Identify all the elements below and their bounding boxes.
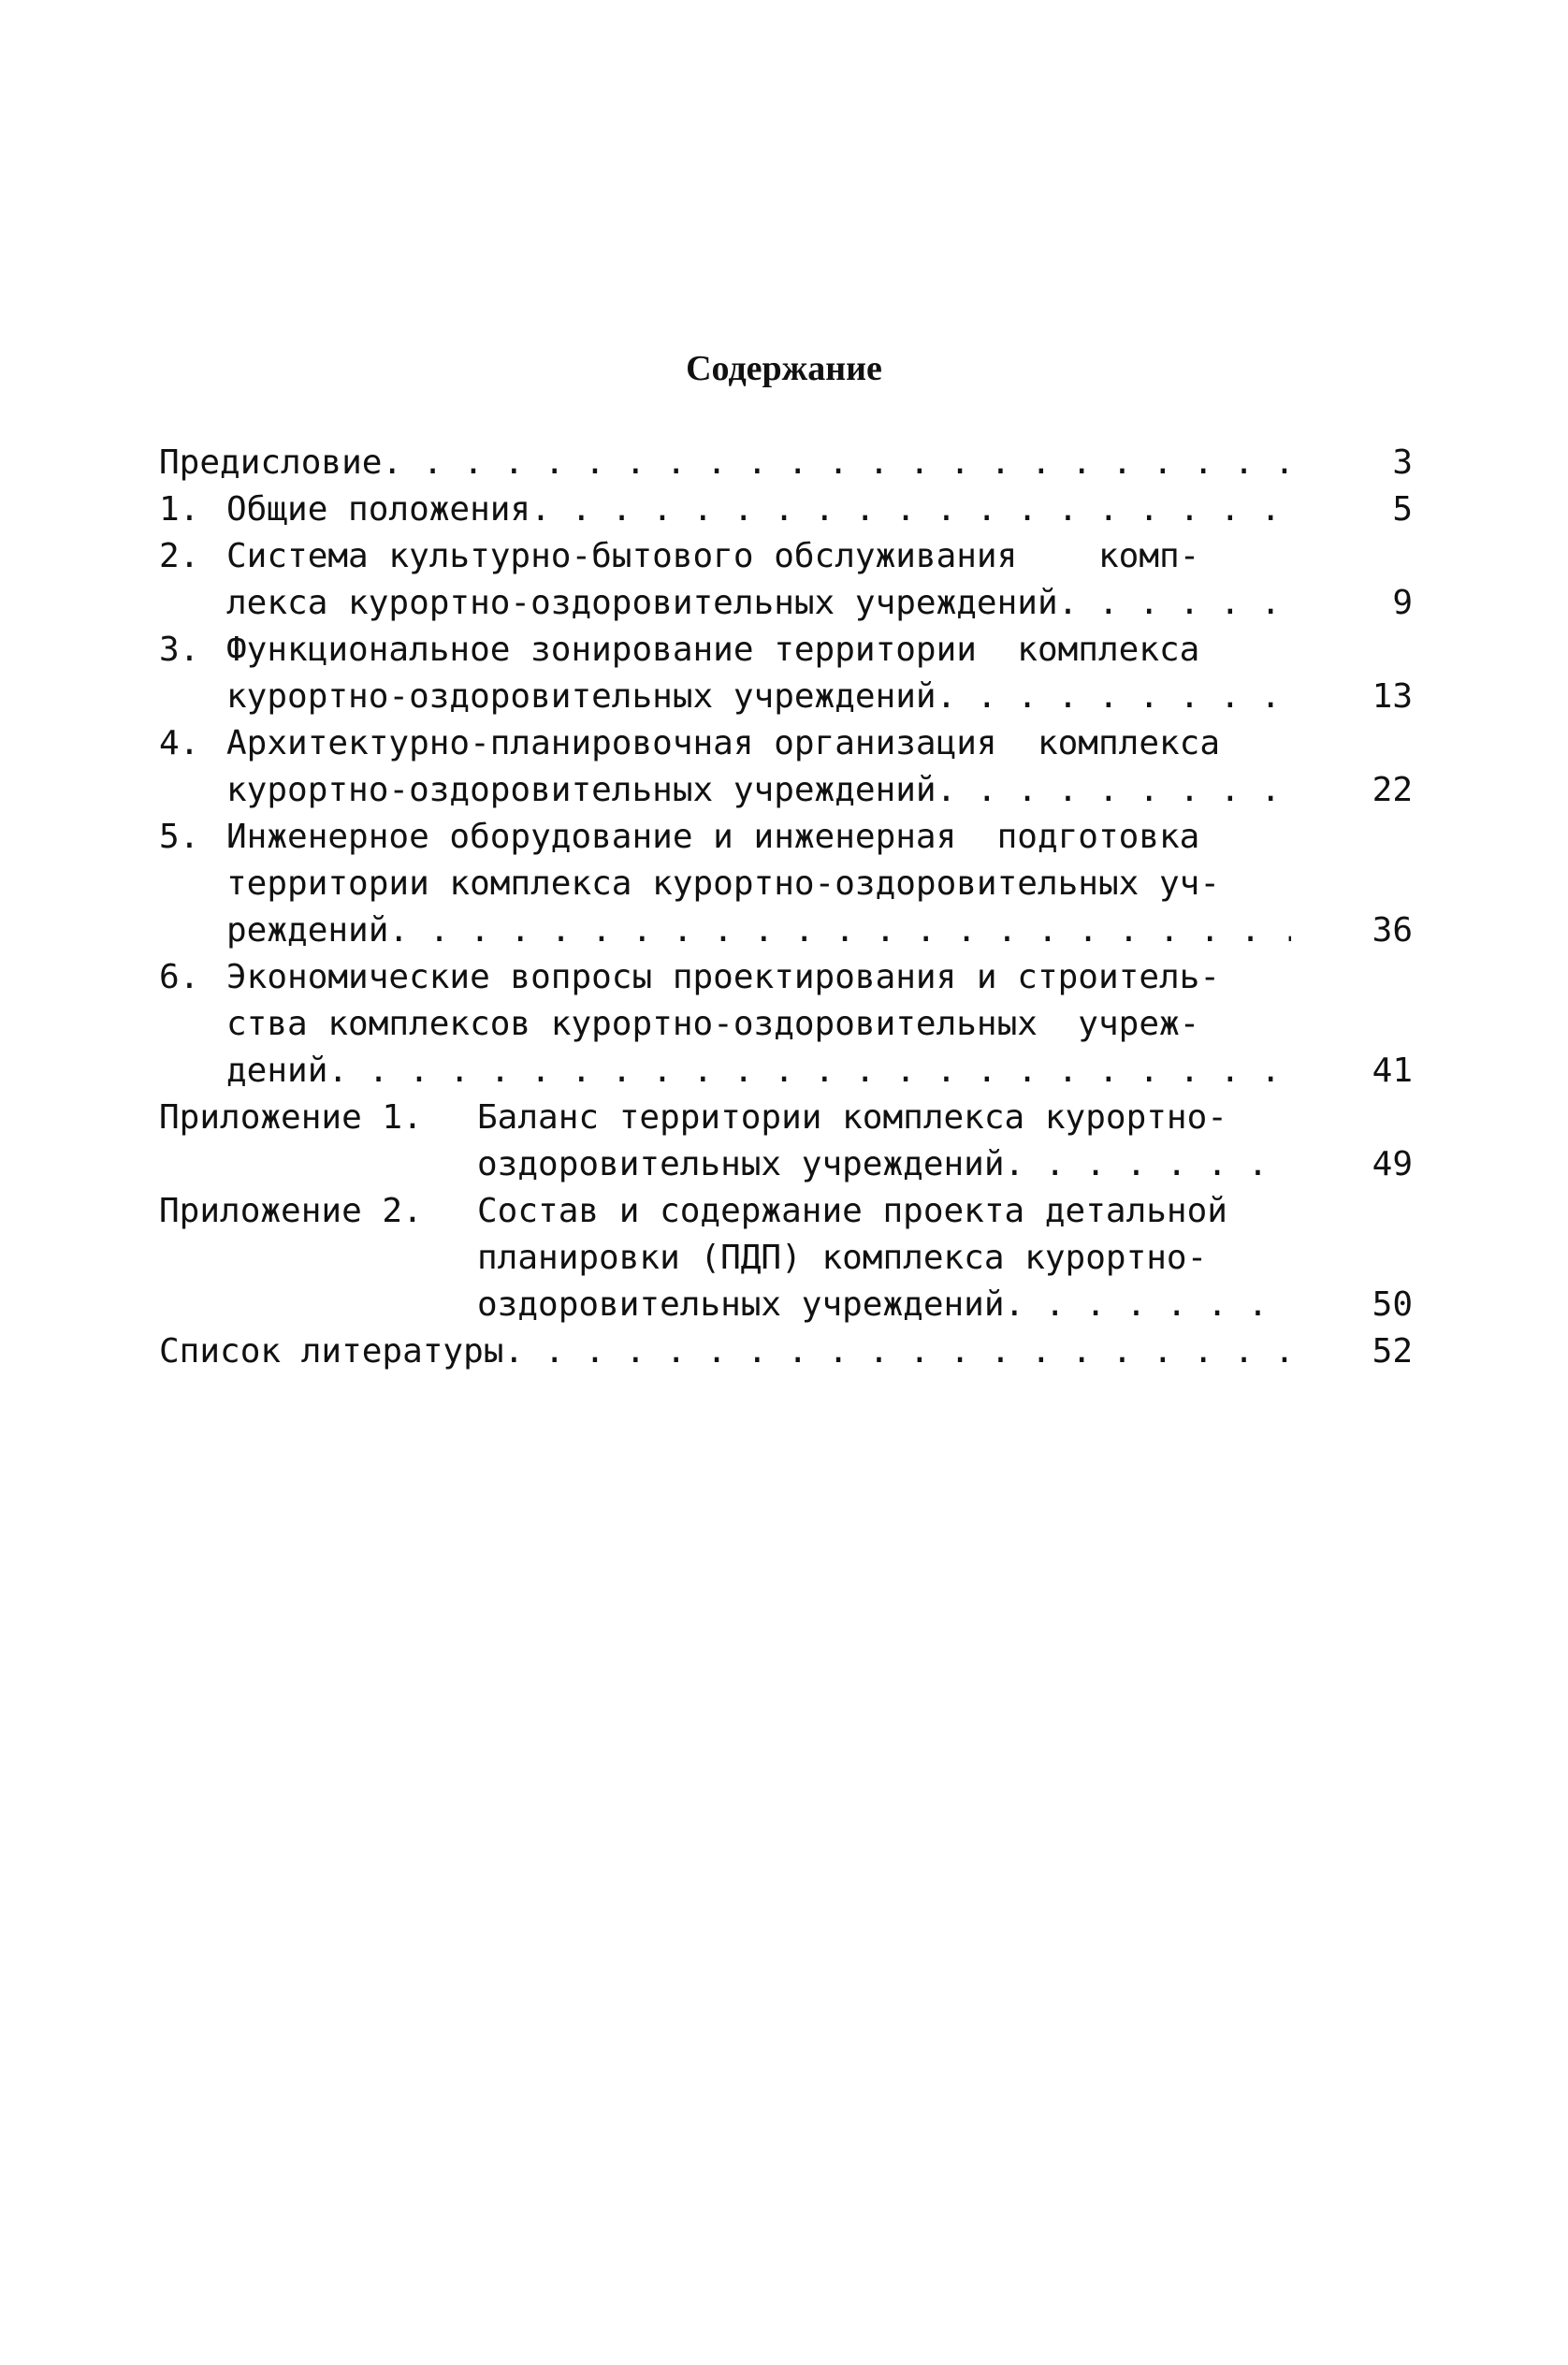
toc-page-number: 5	[1392, 490, 1413, 529]
leader-dots	[382, 440, 1291, 486]
toc-entry-references[interactable]	[159, 1328, 1413, 1375]
toc-entry-text: Баланс территории комплекса курортно-	[477, 1098, 1227, 1137]
toc-entry-text: Состав и содержание проекта детальной	[477, 1192, 1227, 1230]
leader-dots	[503, 1328, 1291, 1375]
leader-dots	[388, 907, 1291, 954]
toc-page-number: 41	[1372, 1052, 1413, 1090]
toc-entry-section-2[interactable]	[159, 533, 1413, 627]
toc-section-number: 4.	[159, 724, 200, 762]
toc-entry-text: дений	[226, 1052, 328, 1090]
toc-entry-text: оздоровительных учреждений	[477, 1285, 1005, 1324]
page-title: Содержание	[686, 349, 882, 388]
toc-page-number: 13	[1372, 677, 1413, 716]
toc-page-number: 52	[1372, 1332, 1413, 1371]
toc-page-number: 3	[1392, 443, 1413, 482]
toc-entry-section-3[interactable]	[159, 627, 1413, 720]
toc-section-number: 6.	[159, 958, 200, 996]
toc-page-number: 9	[1392, 584, 1413, 622]
toc-page-number: 50	[1372, 1285, 1413, 1324]
toc-appendix-label: Приложение 2.	[159, 1192, 423, 1230]
leader-dots	[936, 767, 1291, 814]
toc-section-number: 2.	[159, 537, 200, 575]
toc-entry-text: оздоровительных учреждений	[477, 1145, 1005, 1183]
toc-entry-text: планировки (ПДП) комплекса курортно-	[477, 1239, 1208, 1277]
toc-entry-text: курортно-оздоровительных учреждений	[226, 771, 936, 809]
toc-entry-text: Система культурно-бытового обслуживания комп-	[226, 537, 1200, 575]
toc-entry-text: Общие положения	[226, 490, 531, 529]
toc-section-number: 1.	[159, 490, 200, 529]
toc-page-number: 22	[1372, 771, 1413, 809]
toc-entry-text: территории комплекса курортно-оздоровительных уч-	[226, 864, 1221, 903]
toc-entry-text: Архитектурно-планировочная организация комплекса	[226, 724, 1221, 762]
toc-entry-section-5[interactable]	[159, 814, 1413, 954]
toc-entry-text: Список литературы	[159, 1332, 504, 1371]
toc-entry-preface[interactable]	[159, 440, 1413, 486]
table-of-contents	[159, 440, 1413, 1375]
toc-appendix-label: Приложение 1.	[159, 1098, 423, 1137]
leader-dots	[530, 486, 1291, 533]
toc-entry-text: курортно-оздоровительных учреждений	[226, 677, 936, 716]
toc-entry-section-4[interactable]	[159, 720, 1413, 814]
toc-entry-text: лекса курортно-оздоровительных учреждений	[226, 584, 1058, 622]
leader-dots	[327, 1048, 1291, 1095]
toc-section-number: 3.	[159, 631, 200, 669]
toc-entry-text: Экономические вопросы проектирования и строитель-	[226, 958, 1221, 996]
toc-entry-section-6[interactable]	[159, 954, 1413, 1095]
toc-entry-text: ства комплексов курортно-оздоровительных учреж-	[226, 1005, 1200, 1043]
toc-entry-section-1[interactable]	[159, 486, 1413, 533]
toc-entry-appendix-1[interactable]	[159, 1095, 1413, 1188]
toc-entry-text: Предисловие	[159, 443, 383, 482]
leader-dots	[1005, 1282, 1291, 1328]
leader-dots	[936, 674, 1291, 720]
leader-dots	[1058, 580, 1291, 627]
toc-entry-text: Функциональное зонирование территории комплекса	[226, 631, 1200, 669]
toc-entry-text: Инженерное оборудование и инженерная подготовка	[226, 818, 1200, 856]
leader-dots	[1005, 1141, 1291, 1188]
toc-page-number: 36	[1372, 911, 1413, 950]
toc-section-number: 5.	[159, 818, 200, 856]
toc-entry-appendix-2[interactable]	[159, 1188, 1413, 1328]
toc-page-number: 49	[1372, 1145, 1413, 1183]
toc-entry-text: реждений	[226, 911, 389, 950]
